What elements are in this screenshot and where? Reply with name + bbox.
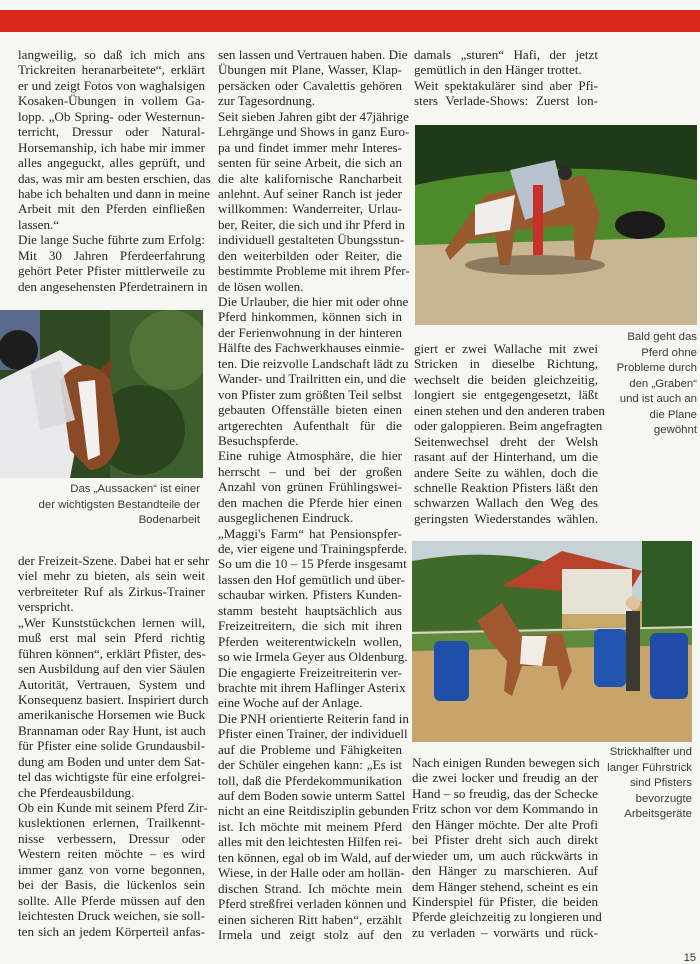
text-line: die zwei locker und freudig an der	[412, 770, 598, 786]
text-line: kuslektionen erlernen, Trailkennt-	[18, 815, 205, 831]
text-line: habe ich behalten und dann in meine	[18, 185, 210, 201]
text-line: terricht, Dressur oder Natural-	[18, 124, 205, 140]
text-line: longiert sie entgegengesetzt, läßt	[414, 387, 598, 403]
text-line: leichtesten Druck weichen, sie soll-	[18, 908, 205, 924]
text-line: amerikanische Horsemen wie Buck	[18, 707, 205, 723]
text-line: bestimmte Probleme mit ihrem Pfer-	[218, 263, 410, 279]
text-line: den Hänger möchte. Der alte Profi	[412, 816, 598, 832]
text-line: schaubar wirken. Pfisters Kunden-	[218, 587, 402, 603]
header-color-band	[0, 10, 700, 32]
text-line: Stricken in dieselbe Richtung,	[414, 356, 598, 372]
text-line: Hälfte des Fachwerkhauses einmie-	[218, 340, 405, 356]
caption-line: Strickhalfter und	[609, 746, 692, 758]
text-line: einen sicheren Ritt haben“, erzählt	[218, 911, 402, 927]
page-number: 15	[683, 952, 696, 964]
caption-line: Das „Aussacken“ ist einer	[70, 483, 200, 495]
text-line: Pferd streßfrei verladen können und	[218, 896, 407, 912]
text-line: Konsequenz basiert. Inspiriert durch	[18, 691, 209, 707]
text-line: geringsten Wiederstandes wählen.	[414, 510, 598, 526]
text-line: herrscht – und bei der großen	[218, 463, 402, 479]
text-line: Kosaken-Übungen in vollem Ga-	[18, 93, 205, 109]
text-line: zu verladen – vorwärts und rück-	[412, 924, 598, 940]
text-line: „Maggi's Farm“ hat Pensionspfer-	[218, 525, 402, 541]
text-line: So um die 10 – 15 Pferde insgesamt	[218, 556, 407, 572]
text-line: de lösen wollen.	[218, 278, 304, 294]
text-line: Eine ruhige Atmosphäre, die hier	[218, 448, 402, 464]
text-line: andere Seite zu wählen, doch die	[414, 464, 598, 480]
caption-line: der wichtigsten Bestandteile der	[38, 498, 200, 511]
text-line: Wander- und Trailritten ein, und die	[218, 371, 406, 387]
text-line: muß erst mal sein Pferd richtig	[18, 630, 205, 646]
caption-line: und ist auch an	[619, 393, 697, 405]
caption-line: Bodenarbeit	[138, 514, 200, 526]
caption-line: sind Pfisters	[629, 777, 692, 789]
text-line: Ob ein Kunde mit seinem Pferd Zir-	[18, 800, 208, 815]
text-line: toll, daß die Pferdekommunikation	[218, 772, 402, 788]
text-line: er und zeigt Fotos von waghalsigen	[18, 77, 205, 93]
text-line: das, was mir am besten erschien, das	[18, 170, 211, 186]
text-line: bei Pfister dreht sich auch direkt	[412, 832, 598, 848]
text-line: den weiterbilden oder Reiter, die	[218, 247, 402, 263]
text-line: Die lange Suche führte zum Erfolg:	[18, 232, 205, 248]
caption-line: die Plane	[649, 408, 697, 421]
text-line: zur Tagesordnung.	[218, 93, 316, 109]
text-line: Pfister einen Trainer, der individuell	[218, 726, 408, 742]
text-line: sters Verlade-Shows: Zuerst lon-	[414, 93, 598, 109]
text-line: immer ganz von vorne begonnen,	[18, 861, 205, 877]
text-line: gemütlich in den Hänger trottet.	[414, 62, 582, 78]
text-line: Weit spektakulärer sind aber Pfi-	[414, 77, 598, 93]
column-1-text-top	[18, 47, 211, 294]
text-line: lassen den Hof gemütlich und über-	[218, 571, 406, 587]
text-line: alles angeguckt, alles geprüft, und	[18, 155, 205, 171]
text-line: verbreiteter Ruf als Zirkus-Trainer	[18, 583, 205, 599]
text-line: ten sich an jedem Körperteil anfas-	[18, 923, 205, 939]
text-line: Besuchspferde.	[218, 432, 299, 448]
text-line: Western reiten möchte – es wird	[18, 846, 205, 862]
text-line: schnelle Reaktion Pfisters läßt den	[414, 479, 598, 495]
text-line: langweilig, so daß ich mich ans	[18, 47, 205, 62]
text-line: Fritz schon vor dem Kommando in	[412, 801, 598, 817]
text-line: ten. Die reizvolle Landschaft lädt zu	[218, 355, 409, 371]
text-line: auf die Probleme und Fähigkeiten	[218, 741, 402, 757]
text-line: nisse verbessern, Dressur oder	[18, 830, 205, 846]
text-line: artgerechten Aufenthalt für die	[218, 417, 402, 433]
text-line: Hand – so freudig, das der Schecke	[412, 785, 598, 801]
text-line: Seitenwechsel dreht der Welsh	[414, 433, 598, 449]
text-line: einen stehen und den anderen traben	[414, 402, 605, 418]
text-line: schwarzen Wallach den Weg des	[414, 495, 598, 511]
text-line: Die engagierte Freizeitreiterin ver-	[218, 664, 402, 680]
text-line: willkommen: Wanderreiter, Urlau-	[218, 201, 402, 217]
text-line: von Pfister zum größten Teil selbst	[218, 386, 402, 402]
text-line: Trickreiten heranarbeitete“, erklärt	[18, 62, 205, 78]
text-line: sollte. Alle Pferde müssen auf den	[18, 892, 205, 908]
column-3-text-bottom	[412, 755, 602, 940]
caption-line: Arbeitsgeräte	[624, 808, 692, 820]
text-line: Pferd hinkommen, können sich in	[218, 309, 402, 325]
text-line: sen Ausbildung auf den vier Säulen	[18, 661, 205, 677]
text-line: auf dem Boden sowie unterm Sattel	[218, 788, 406, 803]
text-line: ber, Reiter, die sich und ihr Pferd in	[218, 216, 405, 232]
text-line: persäcken oder Cavalettis gehören	[218, 77, 402, 93]
photo-horse-barrels-trainer	[412, 541, 692, 742]
text-line: die alte kalifornische Rancharbeit	[218, 170, 402, 186]
text-line: gebauten Offenställe bieten einen	[218, 402, 402, 418]
text-line: sen lassen und Vertrauen haben. Die	[218, 47, 408, 62]
text-line: gehört Peter Pfister mittlerweile zu	[18, 263, 205, 279]
text-line: der Schüler eingehen kann: „Es ist	[218, 757, 402, 773]
text-line: Arbeit mit den Pferden einfließen	[18, 201, 205, 217]
text-line: führen können“, erklärt Pfister, des-	[18, 645, 206, 661]
text-line: Nach einigen Runden bewegen sich	[412, 755, 600, 770]
text-line: anlehnt. Auf seiner Ranch ist jeder	[218, 185, 402, 201]
photo-sacking-out	[0, 310, 203, 478]
text-line: lopp. „Ob Spring- oder Westernun-	[18, 108, 205, 124]
caption-line: den „Graben“	[629, 377, 697, 390]
text-line: che Pferdeausbildung.	[18, 784, 135, 800]
text-line: pa und findet immer mehr Interes-	[218, 139, 402, 155]
text-line: Horsemanship, ich habe mir immer	[18, 139, 205, 155]
text-line: Autorität, Vertrauen, System und	[18, 676, 205, 692]
text-line: viel mehr zu bieten, als sein weit	[18, 568, 205, 584]
caption-line: gewöhnt	[653, 424, 697, 436]
text-line: „Wer Kunststückchen lernen will,	[18, 614, 205, 630]
text-line: Seit sieben Jahren gibt der 47jährige	[218, 108, 409, 124]
text-line: den angesehensten Pferdetrainern in	[18, 278, 208, 294]
text-line: für Pfister eine solide Grundausbil-	[18, 738, 205, 754]
text-line: wechselt die beiden gleichzeitig,	[414, 371, 598, 387]
text-line: wieder um, um auch rückwärts in	[412, 847, 598, 863]
text-line: stamm besteht hauptsächlich aus	[218, 602, 402, 618]
caption-line: Probleme durch	[616, 362, 697, 374]
text-line: Die Urlauber, die hier mit oder ohne	[218, 294, 409, 309]
text-line: Übungen mit Plane, Wasser, Klap-	[218, 62, 402, 78]
text-line: dung am Boden und unter dem Sat-	[18, 753, 205, 769]
photo-horse-barrels-trainer-caption	[592, 745, 692, 823]
text-line: senten für seine Arbeit, die sich an	[218, 155, 402, 171]
text-line: der Freizeit-Szene. Dabei hat er sehr	[18, 553, 210, 568]
column-1-text-bottom	[18, 553, 210, 939]
text-line: Die PNH orientierte Reiterin fand in	[218, 710, 409, 726]
text-line: den Hänger zu marschieren. Auf	[412, 863, 598, 879]
text-line: tel das wichtigste für eine erfolgrei-	[18, 769, 206, 785]
text-line: Freizeitreitern, die sich mit ihren	[218, 618, 402, 634]
text-line: Lehrgänge und Shows in ganz Euro-	[218, 124, 410, 140]
column-3-text-top	[414, 47, 598, 109]
text-line: Irmela und zeigt stolz auf den	[218, 926, 402, 942]
text-line: Kinderspiel für Pfister, die beiden	[412, 893, 598, 909]
text-line: dischen Strand. Ich möchte mein	[218, 880, 402, 896]
caption-line: bevorzugte	[635, 792, 692, 805]
text-line: der Ferienwohnung in der hinteren	[218, 324, 402, 340]
text-line: individuell gestalteten Übungsstun-	[218, 232, 405, 248]
text-line: Brannaman oder Ray Hunt, ist auch	[18, 722, 206, 738]
text-line: de, vier eigene und Trainingspferde.	[218, 541, 408, 556]
text-line: eine Woche auf der Anlage.	[218, 695, 363, 711]
caption-line: langer Führstrick	[607, 761, 692, 774]
text-line: Pferde gleichzeitig zu longieren und	[412, 909, 602, 925]
photo-sacking-out-caption	[10, 482, 200, 529]
text-line: lassen.“	[18, 216, 60, 232]
text-line: Pferden weiterentwickeln wollen,	[218, 633, 402, 649]
text-line: brachte mit ihrem Haflinger Asterix	[218, 679, 406, 695]
column-3-text-middle	[414, 341, 605, 526]
photo-horse-ditch-tarp-caption	[600, 330, 697, 439]
text-line: dem Hänger stehend, scheint es ein	[412, 878, 598, 894]
text-line: ten können, egal ob im Wald, auf der	[218, 849, 412, 865]
text-line: ist. Ich möchte mit meinem Pferd	[218, 818, 402, 834]
photo-horse-ditch-tarp	[415, 125, 697, 325]
text-line: alles mit den leichtesten Hilfen rei-	[218, 834, 403, 850]
text-line: Wiese, in der Halle oder am hollän-	[218, 865, 405, 881]
column-2-text	[218, 47, 412, 942]
text-line: rasant auf der Hinterhand, um die	[414, 449, 598, 465]
text-line: damals „sturen“ Hafi, der jetzt	[414, 47, 598, 62]
text-line: den machen die Pferde hier einen	[218, 494, 402, 510]
text-line: verspricht.	[18, 599, 74, 615]
text-line: Mit 30 Jahren Pferdeerfahrung	[18, 247, 205, 263]
text-line: giert er zwei Wallache mit zwei	[414, 341, 598, 356]
text-line: so wie Irmela Geyer aus Oldenburg.	[218, 649, 408, 665]
caption-line: Bald geht das	[627, 331, 697, 343]
caption-line: Pferd ohne	[641, 346, 697, 359]
text-line: Anzahl von grünen Frühlingswei-	[218, 479, 402, 495]
text-line: bei der Basis, die lückenlos sein	[18, 877, 205, 893]
text-line: ausgeglichenen Eindruck.	[218, 510, 354, 526]
text-line: nicht an eine Reitdisziplin gebunden	[218, 803, 410, 819]
text-line: oder galoppieren. Beim angefragten	[414, 418, 603, 434]
